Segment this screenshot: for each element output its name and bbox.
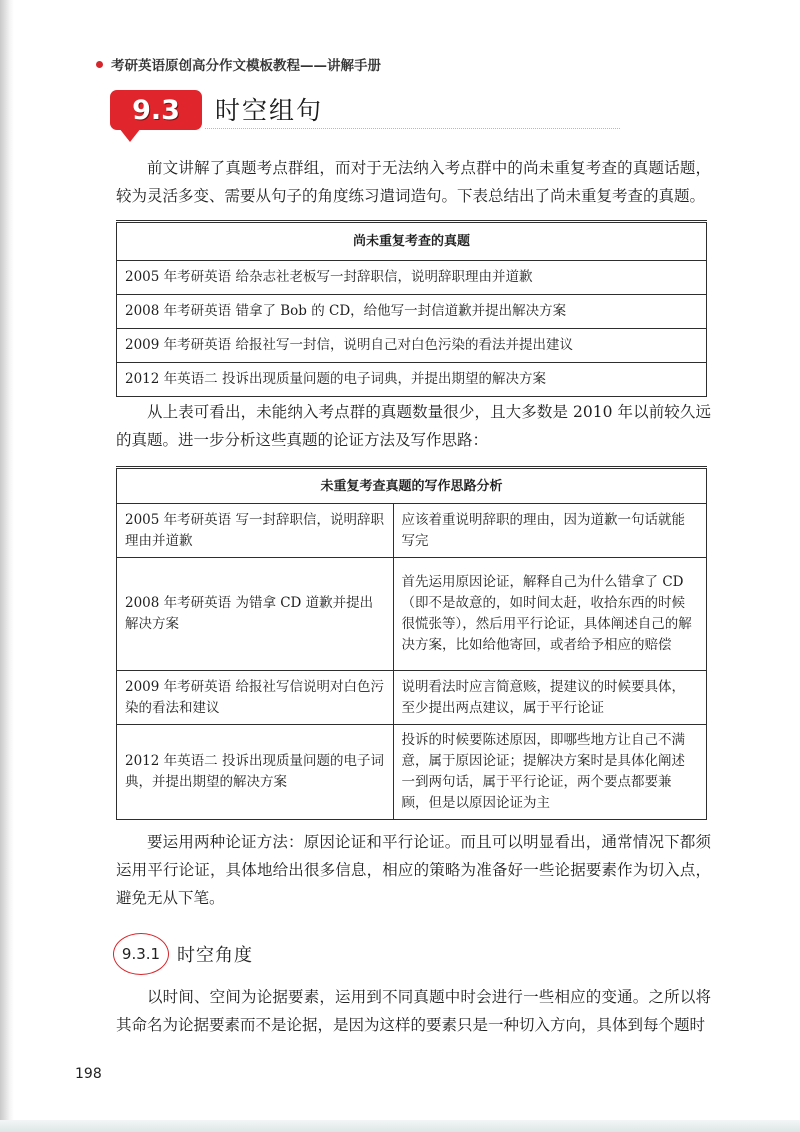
bullet-dot-icon xyxy=(96,61,103,68)
table-unrepeated-topics xyxy=(116,220,707,397)
subsection-heading xyxy=(113,933,253,975)
table-cell-analysis: 应该着重说明辞职的理由，因为道歉一句话就能写完 xyxy=(393,504,706,558)
table-cell-analysis: 首先运用原因论证，解释自己为什么错拿了 CD（即不是故意的，如时间太赶，收拾东西的时候很慌张等），然后用平行论证，具体阐述自己的解决方案，比如给他寄回，或者给予相应的赔偿 xyxy=(393,558,706,671)
badge-tail-icon xyxy=(119,128,141,142)
paragraph-3: 要运用两种论证方法：原因论证和平行论证。而且可以明显看出，通常情况下都须运用平行论证，具体地给出很多信息，相应的策略为准备好一些论据要素作为切入点，避免无从下笔。 xyxy=(116,833,711,907)
section-title: 时空组句 xyxy=(215,96,324,125)
paragraph-4: 以时间、空间为论据要素，运用到不同真题中时会进行一些相应的变通。之所以将其命名为论据要素而不是论据，是因为这样的要素只是一种切入方向，具体到每个题时 xyxy=(116,988,711,1034)
page-number: 198 xyxy=(75,1066,102,1082)
table-cell-topic: 2009 年考研英语 给报社写信说明对白色污染的看法和建议 xyxy=(117,671,394,725)
table-cell-analysis: 投诉的时候要陈述原因，即哪些地方让自己不满意，属于原因论证；提解决方案时是具体化阐述一到两句话，属于平行论证，两个要点都要兼顾，但是以原因论证为主 xyxy=(393,725,706,820)
table-cell-topic: 2008 年考研英语 为错拿 CD 道歉并提出解决方案 xyxy=(117,558,394,671)
subsection-number: 9.3.1 xyxy=(121,945,161,963)
table-row: 2012 年英语二 投诉出现质量问题的电子词典，并提出期望的解决方案 xyxy=(117,363,707,397)
page-shadow-edge xyxy=(0,0,14,1132)
running-header xyxy=(96,54,381,74)
table-cell-topic: 2012 年英语二 投诉出现质量问题的电子词典，并提出期望的解决方案 xyxy=(117,725,394,820)
subsection-title: 时空角度 xyxy=(177,945,253,966)
section-number: 9.3 xyxy=(132,94,180,126)
section-rule xyxy=(205,128,620,129)
table-row: 2009 年考研英语 给报社写一封信，说明自己对白色污染的看法并提出建议 xyxy=(117,329,707,363)
paragraph-2: 从上表可看出，未能纳入考点群的真题数量很少，且大多数是 2010 年以前较久远的真题。进一步分析这些真题的论证方法及写作思路： xyxy=(116,403,711,449)
table-row: 2008 年考研英语 错拿了 Bob 的 CD，给他写一封信道歉并提出解决方案 xyxy=(117,295,707,329)
section-number-badge xyxy=(110,90,202,130)
table-header: 未重复考查真题的写作思路分析 xyxy=(117,468,707,504)
header-text: 考研英语原创高分作文模板教程——讲解手册 xyxy=(111,58,381,74)
table-cell-topic: 2005 年考研英语 写一封辞职信，说明辞职理由并道歉 xyxy=(117,504,394,558)
table-header: 尚未重复考查的真题 xyxy=(117,222,707,261)
table-row: 2005 年考研英语 给杂志社老板写一封辞职信，说明辞职理由并道歉 xyxy=(117,261,707,295)
page-bottom-band xyxy=(0,1120,800,1132)
table-writing-analysis xyxy=(116,466,707,820)
subsection-number-circle xyxy=(113,933,169,975)
intro-paragraph: 前文讲解了真题考点群组，而对于无法纳入考点群中的尚未重复考查的真题话题，较为灵活多变、需要从句子的角度练习遣词造句。下表总结出了尚未重复考查的真题。 xyxy=(116,159,711,205)
table-cell-analysis: 说明看法时应言简意赅，提建议的时候要具体，至少提出两点建议，属于平行论证 xyxy=(393,671,706,725)
